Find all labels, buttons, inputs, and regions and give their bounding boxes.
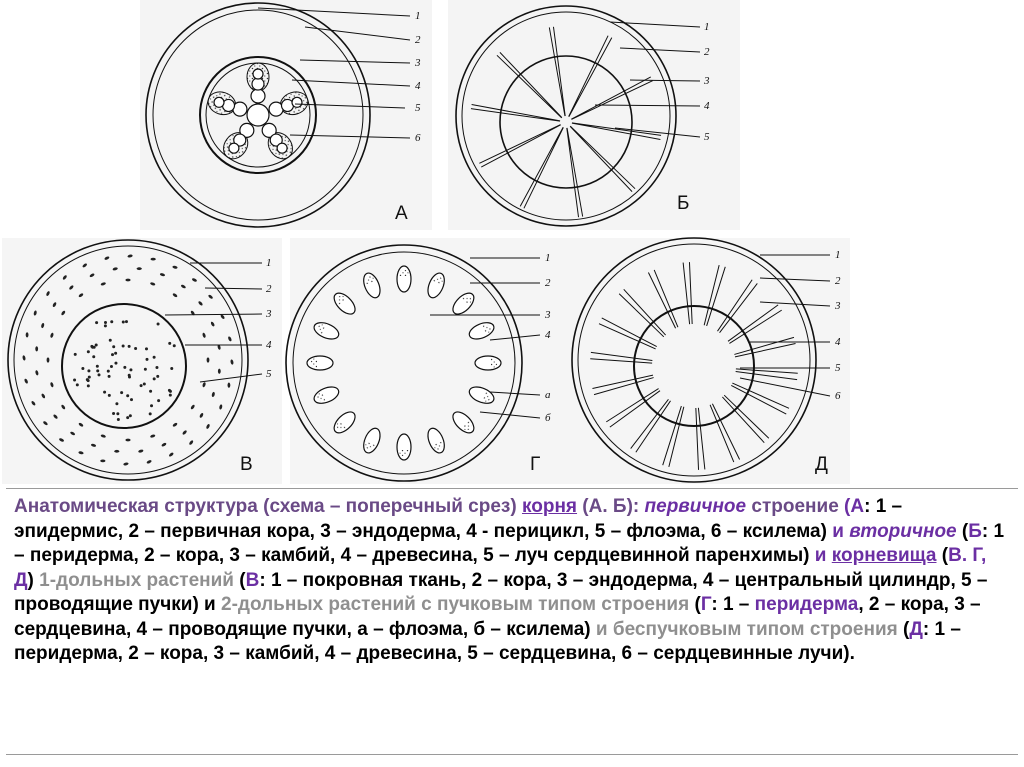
caption-paren-5: ( [897,618,910,640]
v-inner-bundle [87,350,90,353]
v-inner-bundle [116,412,119,415]
panel-letter-g: Г [530,454,541,475]
v-outer-bundle [151,258,156,261]
callout-label-g-2: 2 [545,277,551,289]
v-outer-bundle [100,460,105,463]
callout-label-d-5: 5 [835,362,841,374]
caption-g-periderm: перидерма [754,594,859,615]
caption-d-text: : 1 – перидерма, 2 – кора, 3 – камбий, 4 – древесина, 5 – сердцевина, 6 – сердцевинные лучи). [14,618,961,664]
v-inner-bundle [134,347,137,350]
a-xylem-vessel [229,143,239,153]
v-inner-bundle [126,416,129,419]
v-inner-bundle [140,384,143,387]
callout-label-v-3: 3 [266,308,272,320]
callout-label-v-4: 4 [266,339,272,351]
v-inner-bundle [112,412,115,415]
v-inner-bundle [149,390,152,393]
caption-b-letter: Б [968,520,982,542]
v-inner-bundle [145,347,148,350]
v-inner-bundle [104,321,107,324]
v-inner-bundle [108,394,111,397]
v-inner-bundle [73,378,76,381]
caption-paren-3: ( [234,569,246,591]
v-inner-bundle [149,412,152,415]
callout-label-b-3: 3 [704,75,710,87]
caption-paren-4: ( [689,594,701,615]
callout-label-d-4: 4 [835,336,841,348]
callout-label-d-1: 1 [835,249,841,261]
v-inner-bundle [129,414,132,417]
v-outer-bundle [125,279,130,282]
caption-a-text: : 1 – эпидермис, 2 – первичная кора, 3 – эндодерма, 4 - перицикл, 5 – флоэма, 6 – ксилема) [14,496,903,542]
g-bundle [307,356,333,370]
v-inner-bundle [123,366,126,369]
v-inner-bundle [129,368,132,371]
v-inner-bundle [81,367,84,370]
caption-g-text-2: , 2 – кора, 3 – сердцевина, 4 – проводящие пучки, а – флоэма, б – ксилема) [14,594,981,640]
v-inner-bundle [153,377,156,380]
callout-label-a-5: 5 [415,102,421,114]
v-inner-bundle [170,367,173,370]
v-inner-bundle [150,404,153,407]
panel-letter-a: А [395,203,408,224]
v-inner-bundle [87,369,90,372]
panel-letter-b: Б [677,193,690,214]
a-xylem-vessel [252,78,264,90]
v-inner-bundle [169,390,172,393]
v-inner-bundle [169,394,172,397]
a-xylem-vessel [292,97,302,107]
v-inner-bundle [114,352,117,355]
callout-label-d-6: 6 [835,390,841,402]
caption-monocots: 1-дольных растений [39,569,234,591]
callout-label-v-2: 2 [266,283,272,295]
caption-v-text: : 1 – покровная ткань, 2 – кора, 3 – эндодерма, 4 – центральный цилиндр, 5 – проводящие пучки) и [14,569,988,615]
v-inner-bundle [74,353,77,356]
v-inner-bundle [103,391,106,394]
v-inner-bundle [117,418,120,421]
callout-label-b-1: 1 [704,21,710,33]
caption-primary: первичное [644,496,747,517]
caption-dicots-bundle: 2-дольных растений с пучковым типом строения [221,594,690,615]
v-inner-bundle [120,391,123,394]
g-bundle [475,356,501,370]
v-inner-bundle [104,324,107,327]
v-outer-bundle [125,439,130,442]
v-inner-bundle [107,370,110,373]
v-inner-bundle [153,356,156,359]
v-inner-bundle [109,339,112,342]
callout-label-b-5: 5 [704,131,710,143]
v-inner-bundle [157,322,160,325]
a-xylem-vessel [214,97,224,107]
v-inner-bundle [92,355,95,358]
v-inner-bundle [173,344,176,347]
caption-secondary: вторичное [849,520,957,542]
caption-vgd-letters: В. Г, Д [14,545,987,591]
v-inner-bundle [108,375,111,378]
v-outer-bundle [26,332,29,337]
callout-label-g-5: а [545,389,551,401]
caption-intro: Анатомическая структура (схема – поперечный срез) [14,496,522,517]
callout-label-a-3: 3 [415,57,421,69]
v-inner-bundle [130,398,133,401]
callout-label-g-1: 1 [545,252,551,264]
caption-g-text-1: : 1 – [711,594,755,615]
callout-label-b-4: 4 [704,100,710,112]
a-xylem-vessel [269,102,283,116]
v-inner-bundle [143,383,146,386]
a-xylem-center [247,104,269,126]
callout-label-d-3: 3 [835,300,841,312]
callout-label-b-2: 2 [704,46,710,58]
a-xylem-vessel [253,69,263,79]
callout-label-a-1: 1 [415,10,421,22]
v-inner-bundle [156,375,159,378]
v-inner-bundle [98,373,101,376]
caption-a-letter: (А [844,496,865,517]
caption-and-2: и [814,545,832,566]
v-outer-bundle [114,450,119,453]
v-inner-bundle [110,320,113,323]
callout-label-a-6: 6 [415,132,421,144]
v-inner-bundle [110,365,113,368]
callout-label-g-4: 4 [545,329,551,341]
caption-d-letter: Д [909,618,923,640]
caption-link-rhizome[interactable]: корневища [831,545,937,566]
v-inner-bundle [155,366,158,369]
v-inner-bundle [115,402,118,405]
callout-label-v-5: 5 [266,368,272,380]
v-outer-bundle [228,383,231,388]
a-xylem-vessel [251,89,265,103]
caption-b-text: : 1 – перидерма, 2 – кора, 3 – камбий, 4 – древесина, 5 – луч сердцевинной паренхимы) [14,520,1005,566]
v-inner-bundle [128,374,131,377]
panel-letter-v: В [240,454,253,475]
caption-v-letter: В [245,569,260,591]
v-inner-bundle [128,345,131,348]
v-inner-bundle [88,376,91,379]
caption-paren-2: ( [936,545,949,566]
v-outer-bundle [35,346,38,351]
scan-background-a [140,0,432,230]
a-xylem-vessel [277,143,287,153]
v-inner-bundle [96,369,99,372]
v-inner-bundle [114,362,117,365]
caption-paren-1: ( [956,520,969,542]
v-inner-bundle [96,365,99,368]
figure-caption [6,488,1018,755]
callout-label-v-1: 1 [266,257,272,269]
v-inner-bundle [168,342,171,345]
v-inner-bundle [125,320,128,323]
caption-g-letter: Г [700,594,712,615]
g-bundle [397,266,411,292]
callout-label-g-3: 3 [545,309,551,321]
panel-letter-d: Д [815,454,828,475]
v-inner-bundle [111,353,114,356]
v-inner-bundle [87,379,90,382]
v-inner-bundle [112,345,115,348]
callout-label-a-2: 2 [415,34,421,46]
v-inner-bundle [87,384,90,387]
v-inner-bundle [145,358,148,361]
v-outer-bundle [218,369,221,374]
v-outer-bundle [47,357,50,362]
a-xylem-vessel [233,102,247,116]
v-inner-bundle [157,399,160,402]
v-inner-bundle [95,321,98,324]
caption-intro-ab: (А. Б): [577,496,645,517]
caption-paren-close: ) [27,569,40,591]
callout-label-d-2: 2 [835,275,841,287]
caption-link-root[interactable]: корня [521,496,578,517]
callout-label-g-6: б [545,412,551,424]
v-outer-bundle [207,357,210,362]
v-inner-bundle [126,394,129,397]
callout-label-a-4: 4 [415,80,421,92]
v-outer-bundle [137,267,142,270]
caption-and-1: и [832,520,850,542]
v-inner-bundle [144,368,147,371]
caption-structure-word: строение [746,496,839,517]
v-inner-bundle [76,383,79,386]
v-inner-bundle [122,345,125,348]
v-inner-bundle [95,343,98,346]
v-inner-bundle [122,320,125,323]
v-inner-bundle [90,345,93,348]
caption-nonbundle: и беспучковым типом строения [595,618,898,640]
g-bundle [397,434,411,460]
